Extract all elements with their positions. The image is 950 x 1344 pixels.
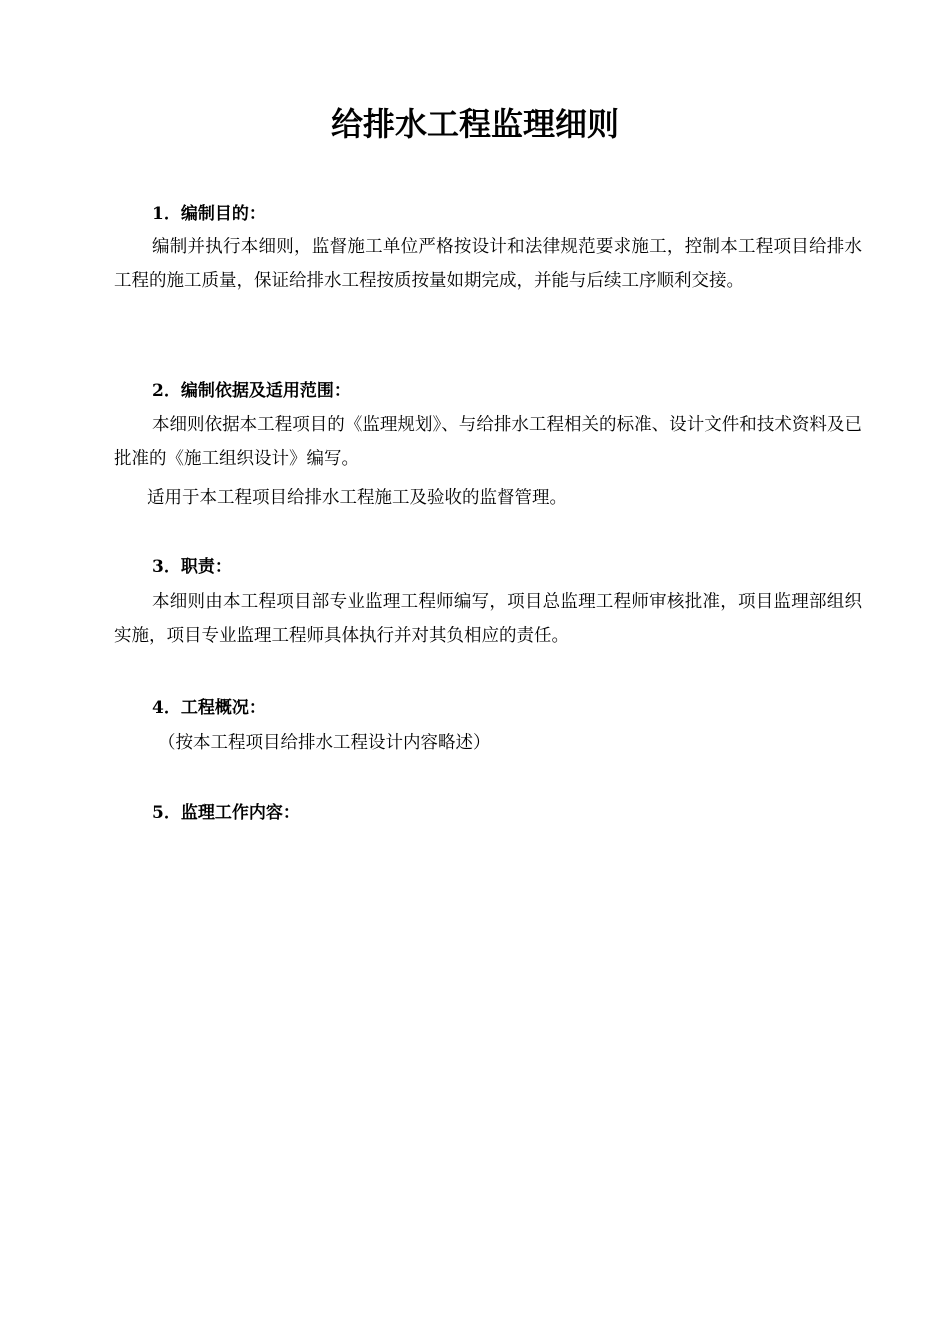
section-heading-basis-scope: 2．编制依据及适用范围： [152, 381, 351, 401]
section-heading-overview: 4．工程概况： [152, 698, 266, 718]
section-heading-purpose: 1．编制目的： [152, 204, 266, 224]
section-paragraph-scope: 适用于本工程项目给排水工程施工及验收的监督管理。 [147, 488, 567, 508]
section-paragraph-overview: （按本工程项目给排水工程设计内容略述） [158, 733, 491, 753]
section-paragraph-basis: 本细则依据本工程项目的《监理规划》、与给排水工程相关的标准、设计文件和技术资料及已批准的《施工组织设计》编写。 [114, 415, 862, 469]
section-paragraph-purpose: 编制并执行本细则，监督施工单位严格按设计和法律规范要求施工，控制本工程项目给排水工程的施工质量，保证给排水工程按质按量如期完成，并能与后续工序顺利交接。 [114, 237, 862, 291]
section-heading-responsibilities: 3．职责： [152, 557, 232, 577]
section-heading-work-content: 5．监理工作内容： [152, 803, 300, 823]
document-title: 给排水工程监理细则 [330, 105, 619, 143]
section-paragraph-responsibilities: 本细则由本工程项目部专业监理工程师编写，项目总监理工程师审核批准，项目监理部组织实施，项目专业监理工程师具体执行并对其负相应的责任。 [114, 592, 862, 646]
